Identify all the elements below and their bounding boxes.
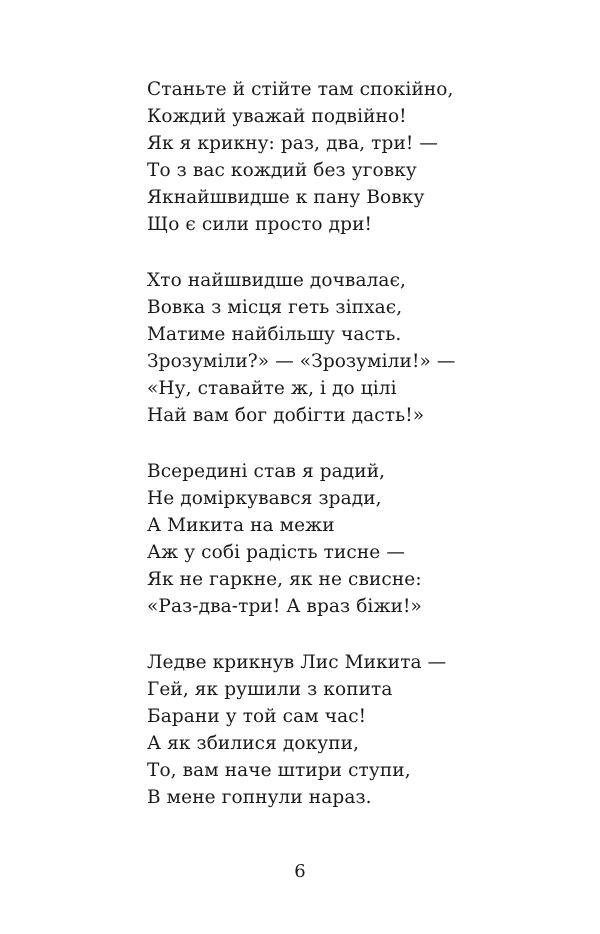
poem-line: То з вас кождий без уговку [147,160,417,181]
poem-line: Не доміркувався зради, [147,488,382,509]
poem-line: Хто найшвидше дочвалає, [147,270,407,291]
poem-line: Барани у той сам час! [147,706,367,727]
stanza-3 [147,458,567,620]
poem-line: «Ну, ставайте ж, і до цілі [147,378,397,399]
poem-line: Кождий уважай подвійно! [147,106,407,127]
poem-line: Вовка з місця геть зіпхає, [147,297,403,318]
poem-line: Всередині став я радий, [147,461,386,482]
poem-line: Що є сили просто дри! [147,214,373,235]
poem-line: Ледве крикнув Лис Микита — [147,652,447,673]
poem-line: Станьте й стійте там спокійно, [147,79,454,100]
poem-text [147,76,567,840]
stanza-4 [147,649,567,811]
poem-line: В мене гопнули нараз. [147,787,372,808]
poem-line: «Раз-два-три! А враз біжи!» [147,596,422,617]
page-number: 6 [294,861,306,882]
poem-line: А як збилися докупи, [147,733,360,754]
poem-line: То, вам наче штири ступи, [147,760,411,781]
poem-line: Най вам бог добігти дасть!» [147,405,425,426]
poem-line: Як не гаркне, як не свисне: [147,569,422,590]
poem-line: Гей, як рушили з копита [147,679,393,700]
poem-line: Якнайшвидше к пану Вовку [147,187,425,208]
poem-line: Зрозуміли?» — «Зрозуміли!» — [147,351,456,372]
poem-line: Як я крикну: раз, два, три! — [147,133,439,154]
stanza-1 [147,76,567,238]
poem-line: А Микита на межи [147,515,335,536]
poem-line: Матиме найбільшу часть. [147,324,402,345]
stanza-2 [147,267,567,429]
poem-line: Аж у собі радість тисне — [147,542,405,563]
